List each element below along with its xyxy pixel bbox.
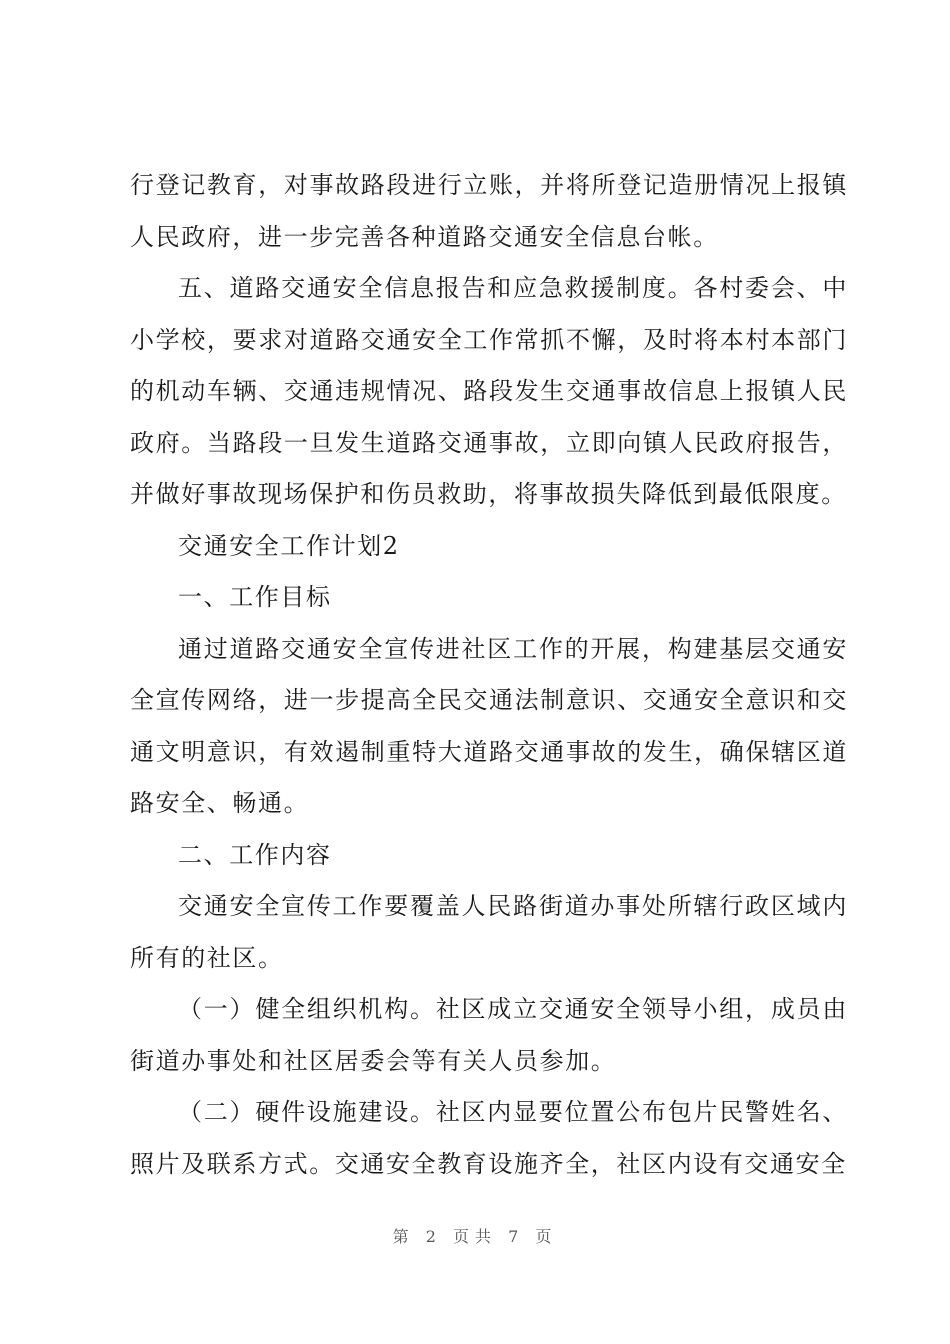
body-text: [130, 160, 848, 1190]
paragraph-2: 五、道路交通安全信息报告和应急救援制度。各村委会、中小学校，要求对道路交通安全工作常抓不懈，及时将本村本部门的机动车辆、交通违规情况、路段发生交通事故信息上报镇人民政府。当路段一旦发生道路交通事故，立即向镇人民政府报告，并做好事故现场保护和伤员救助，将事故损失降低到最低限度。: [130, 274, 848, 508]
page-footer: 第 2 页共 7 页: [392, 1227, 558, 1246]
paragraph-coverage: 交通安全宣传工作要覆盖人民路街道办事处所辖行政区域内所有的社区。: [130, 892, 848, 972]
heading-work-goals: 一、工作目标: [178, 583, 332, 611]
heading-work-content: 二、工作内容: [178, 840, 332, 869]
paragraph-organization: （一）健全组织机构。社区成立交通安全领导小组，成员由街道办事处和社区居委会等有关人员参加。: [130, 995, 848, 1075]
paragraph-goals: 通过道路交通安全宣传进社区工作的开展，构建基层交通安全宣传网络，进一步提高全民交通法制意识、交通安全意识和交通文明意识，有效遏制重特大道路交通事故的发生，确保辖区道路安全、畅通。: [130, 634, 848, 817]
section-heading-plan-2: 交通安全工作计划2: [178, 531, 400, 560]
paragraph-1: 行登记教育，对事故路段进行立账，并将所登记造册情况上报镇人民政府，进一步完善各种道路交通安全信息台帐。: [130, 171, 848, 251]
paragraph-facilities: （二）硬件设施建设。社区内显要位置公布包片民警姓名、照片及联系方式。交通安全教育设施齐全，社区内设有交通安全: [130, 1098, 848, 1178]
